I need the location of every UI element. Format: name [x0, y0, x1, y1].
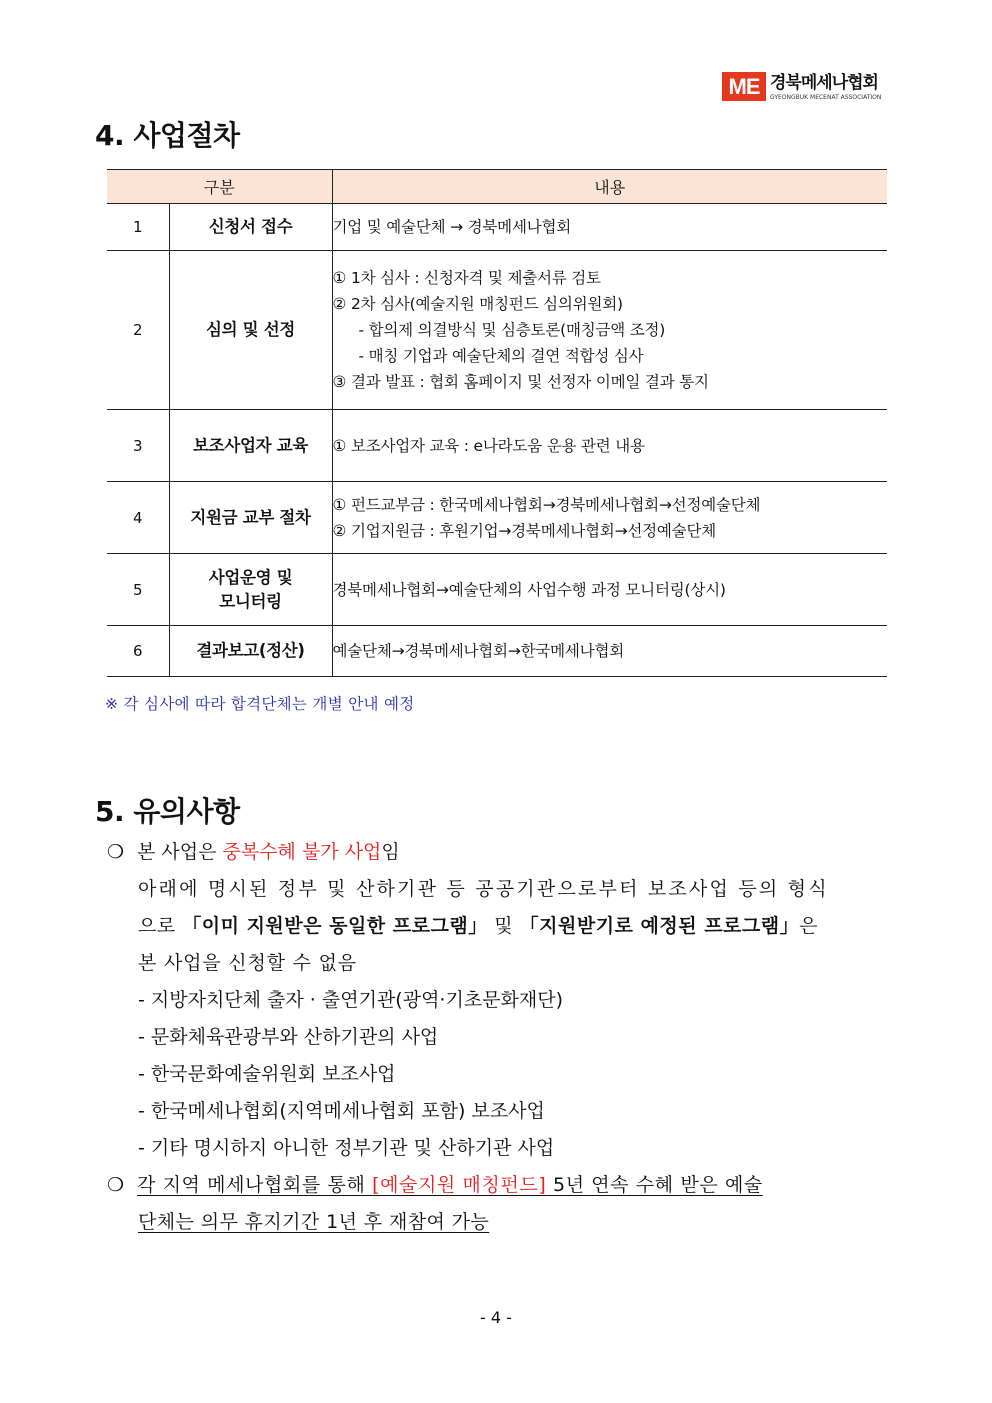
dash-item: - 기타 명시하지 아니한 정부기관 및 산하기관 사업: [138, 1137, 555, 1159]
table-row: [107, 554, 887, 626]
logo-subtitle: GYEONGBUK MECENAT ASSOCIATION: [770, 94, 882, 101]
screening-note: ※ 각 심사에 따라 합격단체는 개별 안내 예정: [105, 695, 415, 713]
content-line: 예술단체→경북메세나협회→한국메세나협회: [332, 642, 625, 660]
row-content: [332, 410, 887, 482]
content-line: ② 기업지원금 : 후원기업→경북메세나협회→선정예술단체: [332, 521, 716, 540]
content-line: 경북메세나협회→예술단체의 사업수행 과정 모니터링(상시): [332, 580, 726, 599]
para-text: 으로: [138, 915, 183, 937]
content-line: ③ 결과 발표 : 협회 홈페이지 및 선정자 이메일 결과 통지: [332, 373, 709, 391]
table-row: [107, 204, 887, 251]
dash-item: - 한국메세나협회(지역메세나협회 포함) 보조사업: [138, 1100, 545, 1122]
step-label: 신청서 접수: [208, 217, 293, 236]
table-row: [107, 482, 887, 554]
row-step: [169, 204, 332, 251]
para-line-3: 본 사업을 신청할 수 없음: [138, 952, 357, 974]
notice-item-2-line-2: 단체는 의무 휴지기간 1년 후 재참여 가능: [138, 1211, 490, 1233]
content-line: - 매칭 기업과 예술단체의 결연 적합성 심사: [358, 347, 644, 365]
row-content: [332, 251, 887, 410]
row-number: 5: [107, 554, 169, 626]
step-label: 결과보고(정산): [196, 641, 305, 660]
step-label: 심의 및 선정: [205, 320, 296, 339]
row-content: [332, 204, 887, 251]
logo-mark: ME: [722, 72, 766, 101]
content-line: ① 펀드교부금 : 한국메세나협회→경북메세나협회→선정예술단체: [332, 495, 761, 514]
item1-text: 본 사업은: [137, 841, 223, 863]
step-label: 사업운영 및: [208, 567, 293, 587]
content-line: 기업 및 예술단체 → 경북메세나협회: [332, 218, 572, 236]
table-row: [107, 626, 887, 677]
step-label: 모니터링: [219, 591, 282, 611]
para-text: 및: [487, 915, 520, 937]
circle-bullet-icon: ❍: [107, 1174, 125, 1196]
row-step: [169, 626, 332, 677]
dash-item: - 문화체육관광부와 산하기관의 사업: [138, 1026, 439, 1048]
para-line-2: [138, 913, 818, 939]
dash-item: - 지방자치단체 출자 · 출연기관(광역·기초문화재단): [138, 989, 563, 1011]
section-5-title: 5. 유의사항: [95, 795, 240, 828]
item2-suffix: 5년 연속 수혜 받은 예술: [546, 1174, 763, 1196]
step-label: 보조사업자 교육: [193, 435, 308, 455]
row-step: [169, 251, 332, 410]
notice-item-2: [107, 1172, 763, 1198]
row-content: [332, 626, 887, 677]
table-row: [107, 251, 887, 410]
notice-item-1: [107, 839, 400, 865]
row-number: 4: [107, 482, 169, 554]
row-number: 1: [107, 204, 169, 251]
content-line: ② 2차 심사(예술지원 매칭펀드 심의위원회): [332, 295, 623, 313]
step-label: 지원금 교부 절차: [190, 507, 311, 527]
row-number: 2: [107, 251, 169, 410]
dash-item: - 한국문화예술위원회 보조사업: [138, 1063, 396, 1085]
row-step: [169, 554, 332, 626]
row-step: [169, 482, 332, 554]
logo: [722, 72, 890, 106]
table-row: [107, 410, 887, 482]
item2-highlight: [예술지원 매칭펀드]: [372, 1174, 547, 1196]
item1-suffix: 임: [381, 841, 400, 863]
procedure-table: [107, 169, 887, 677]
header-content: 내용: [594, 178, 626, 197]
section-4-title: 4. 사업절차: [95, 119, 240, 152]
row-content: [332, 482, 887, 554]
circle-bullet-icon: ❍: [107, 841, 125, 863]
item1-highlight: 중복수혜 불가 사업: [222, 841, 382, 863]
row-number: 3: [107, 410, 169, 482]
program-quote-2: 「지원받기로 예정된 프로그램」: [519, 915, 800, 937]
content-line: - 합의제 의결방식 및 심층토론(매칭금액 조정): [358, 321, 666, 339]
page-number: - 4 -: [480, 1308, 512, 1327]
content-line: ① 보조사업자 교육 : e나라도움 운용 관련 내용: [332, 436, 645, 455]
para-text: 은: [799, 915, 818, 937]
row-number: 6: [107, 626, 169, 677]
row-step: [169, 410, 332, 482]
program-quote-1: 「이미 지원받은 동일한 프로그램」: [182, 915, 488, 937]
row-content: [332, 554, 887, 626]
item2-text: 각 지역 메세나협회를 통해: [137, 1174, 373, 1196]
content-line: ① 1차 심사 : 신청자격 및 제출서류 검토: [332, 269, 601, 287]
para-line-1: 아래에 명시된 정부 및 산하기관 등 공공기관으로부터 보조사업 등의 형식: [138, 878, 829, 900]
logo-name: 경북메세나협회: [770, 73, 878, 93]
header-category: 구분: [107, 170, 332, 204]
table-header-row: [107, 170, 887, 204]
